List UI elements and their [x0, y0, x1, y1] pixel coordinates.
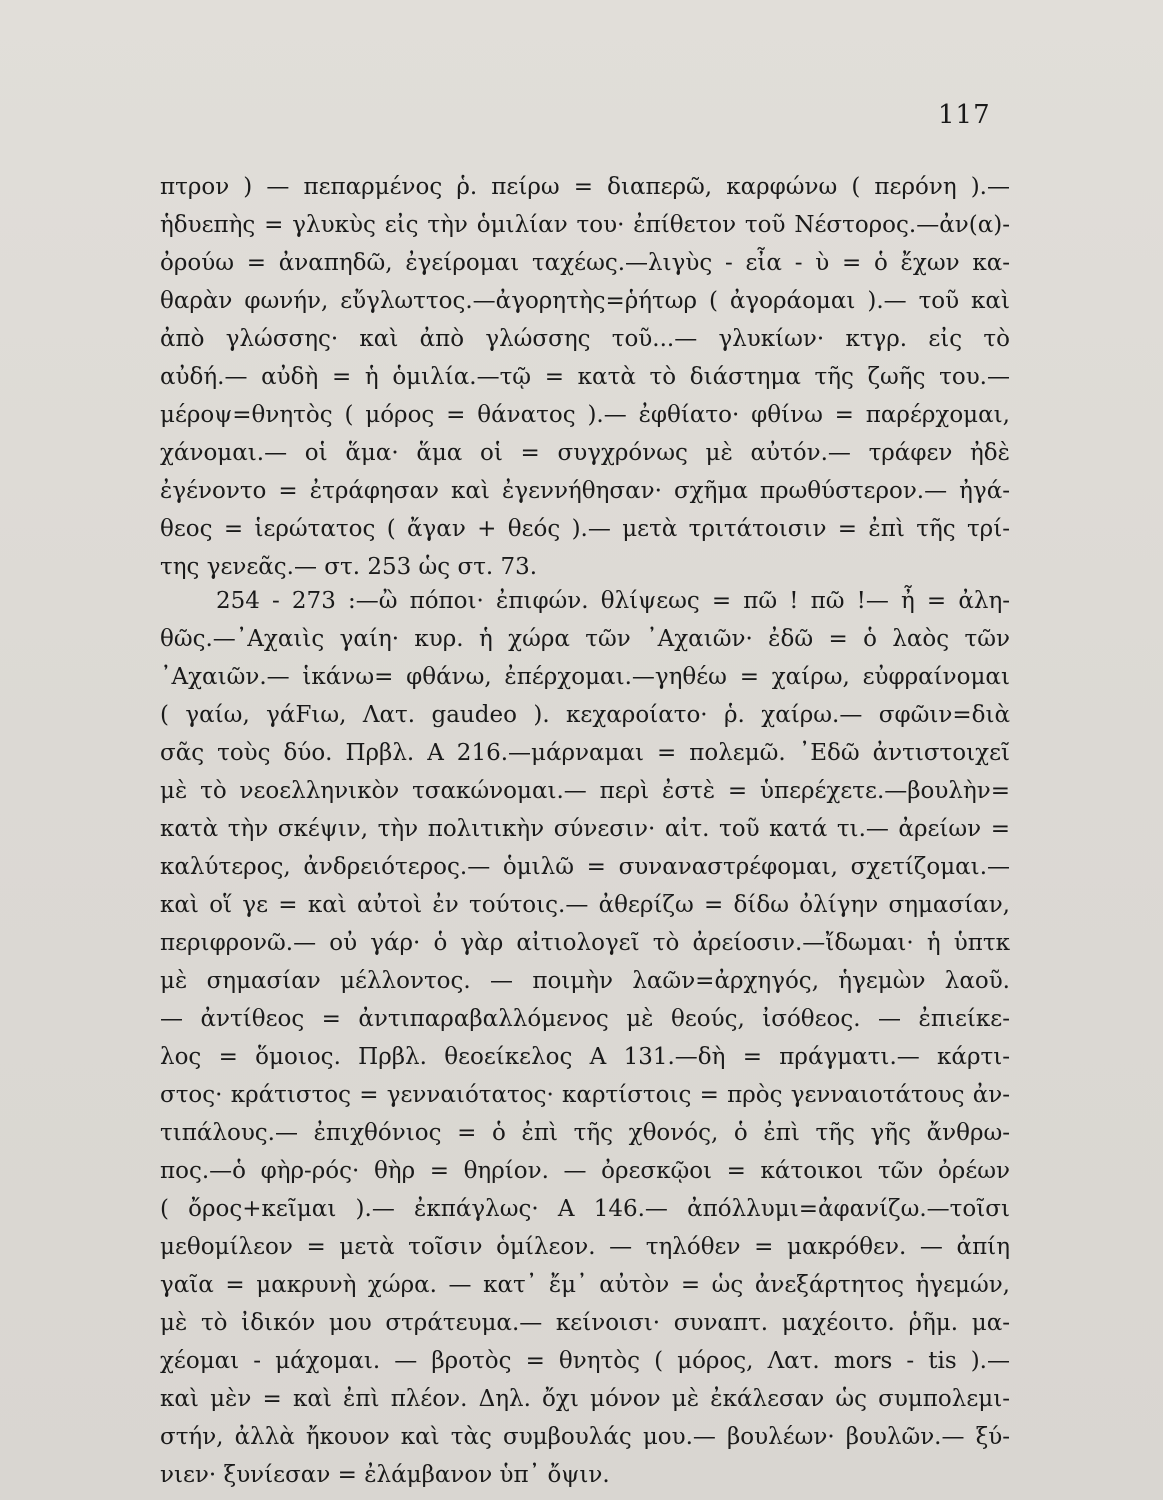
text-line: νιεν· ξυνίεσαν = ἐλάμβανον ὑπ᾿ ὄψιν.: [160, 1462, 610, 1488]
text-line: 254 - 273 :—ὢ πόποι· ἐπιφών. θλίψεως = πῶ ! πῶ !— ἦ = ἀλη-: [216, 588, 1010, 614]
page-number: 117: [938, 100, 991, 130]
text-line: χάνομαι.— οἱ ἅμα· ἅμα οἱ = συγχρόνως μὲ αὐτόν.— τράφεν ἠδὲ: [160, 440, 1010, 466]
text-line: γαῖα = μακρυνὴ χώρα. — κατ᾿ ἔμ᾿ αὐτὸν = ὡς ἀνεξάρτητος ἡγεμών,: [160, 1272, 1010, 1298]
text-line: καλύτερος, ἀνδρειότερος.— ὁμιλῶ = συναναστρέφομαι, σχετίζομαι.—: [160, 854, 1010, 880]
text-line: αὐδή.— αὐδὴ = ἡ ὁμιλία.—τῷ = κατὰ τὸ διάστημα τῆς ζωῆς του.—: [160, 364, 1010, 390]
commentary-paragraph-2: [160, 582, 1010, 1494]
text-line: θαρὰν φωνήν, εὔγλωττος.—ἀγορητὴς=ῥήτωρ ( ἀγοράομαι ).— τοῦ καὶ: [160, 288, 1010, 314]
text-line: σᾶς τοὺς δύο. Πρβλ. Α 216.—μάρναμαι = πολεμῶ. ᾿Εδῶ ἀντιστοιχεῖ: [160, 740, 1010, 766]
text-line: μεθομίλεον = μετὰ τοῖσιν ὁμίλεον. — τηλόθεν = μακρόθεν. — ἀπίη: [160, 1234, 1010, 1260]
text-line: μὲ τὸ ἰδικόν μου στράτευμα.— κείνοισι· συναπτ. μαχέοιτο. ῥῆμ. μα-: [160, 1310, 1010, 1336]
text-line: μέροψ=θνητὸς ( μόρος = θάνατος ).— ἐφθίατο· φθίνω = παρέρχομαι,: [160, 402, 1010, 428]
text-line: ( ὄρος+κεῖμαι ).— ἐκπάγλως· Α 146.— ἀπόλλυμι=ἀφανίζω.—τοῖσι: [160, 1196, 1010, 1222]
text-line: χέομαι - μάχομαι. — βροτὸς = θνητὸς ( μόρος, Λατ. mors - tis ).—: [160, 1348, 1010, 1374]
text-line: της γενεᾶς.— στ. 253 ὡς στ. 73.: [160, 554, 538, 580]
text-line: θῶς.—᾿Αχαιὶς γαίη· κυρ. ἡ χώρα τῶν ᾿Αχαιῶν· ἐδῶ = ὁ λαὸς τῶν: [160, 626, 1010, 652]
commentary-paragraph-1: [160, 168, 1010, 586]
text-line: ( γαίω, γάFιω, Λατ. gaudeo ). κεχαροίατο· ῥ. χαίρω.— σφῶιν=διὰ: [160, 702, 1010, 728]
text-line: ᾿Αχαιῶν.— ἱκάνω= φθάνω, ἐπέρχομαι.—γηθέω = χαίρω, εὐφραίνομαι: [160, 664, 1010, 690]
text-line: ὀρούω = ἀναπηδῶ, ἐγείρομαι ταχέως.—λιγὺς - εἶα - ὺ = ὁ ἔχων κα-: [160, 250, 1010, 276]
text-line: περιφρονῶ.— οὐ γάρ· ὁ γὰρ αἰτιολογεῖ τὸ ἀρείοσιν.—ἴδωμαι· ἡ ὑπτκ: [160, 930, 1010, 956]
text-line: καὶ μὲν = καὶ ἐπὶ πλέον. Δηλ. ὄχι μόνον μὲ ἐκάλεσαν ὡς συμπολεμι-: [160, 1386, 1010, 1412]
text-line: τιπάλους.— ἐπιχθόνιος = ὁ ἐπὶ τῆς χθονός, ὁ ἐπὶ τῆς γῆς ἄνθρω-: [160, 1120, 1010, 1146]
text-line: — ἀντίθεος = ἀντιπαραβαλλόμενος μὲ θεούς, ἰσόθεος. — ἐπιείκε-: [160, 1006, 1010, 1032]
text-line: κατὰ τὴν σκέψιν, τὴν πολιτικὴν σύνεσιν· αἰτ. τοῦ κατά τι.— ἀρείων =: [160, 816, 1010, 842]
text-line: πος.—ὁ φὴρ-ρός· θὴρ = θηρίον. — ὀρεσκῷοι = κάτοικοι τῶν ὀρέων: [160, 1158, 1010, 1184]
text-line: θεος = ἱερώτατος ( ἄγαν + θεός ).— μετὰ τριτάτοισιν = ἐπὶ τῆς τρί-: [160, 516, 1010, 542]
text-line: στος· κράτιστος = γενναιότατος· καρτίστοις = πρὸς γενναιοτάτους ἀν-: [160, 1082, 1010, 1108]
text-line: λος = ὅμοιος. Πρβλ. θεοείκελος Α 131.—δὴ = πράγματι.— κάρτι-: [160, 1044, 1010, 1070]
text-line: στήν, ἀλλὰ ἤκουον καὶ τὰς συμβουλάς μου.— βουλέων· βουλῶν.— ξύ-: [160, 1424, 1010, 1450]
text-line: καὶ οἵ γε = καὶ αὐτοὶ ἐν τούτοις.— ἀθερίζω = δίδω ὀλίγην σημασίαν,: [160, 892, 1010, 918]
text-line: μὲ σημασίαν μέλλοντος. — ποιμὴν λαῶν=ἀρχηγός, ἡγεμὼν λαοῦ.: [160, 968, 1010, 994]
text-line: ἡδυεπὴς = γλυκὺς εἰς τὴν ὁμιλίαν του· ἐπίθετον τοῦ Νέστορος.—ἀν(α)-: [160, 212, 1010, 238]
text-line: ἐγένοντο = ἐτράφησαν καὶ ἐγεννήθησαν· σχῆμα πρωθύστερον.— ἠγά-: [160, 478, 1010, 504]
text-line: πτρον ) — πεπαρμένος ῥ. πείρω = διαπερῶ, καρφώνω ( περόνη ).—: [160, 174, 1010, 200]
text-line: μὲ τὸ νεοελληνικὸν τσακώνομαι.— περὶ ἐστὲ = ὑπερέχετε.—βουλὴν=: [160, 778, 1010, 804]
text-line: ἀπὸ γλώσσης· καὶ ἀπὸ γλώσσης τοῦ...— γλυκίων· κτγρ. εἰς τὸ: [160, 326, 1010, 352]
